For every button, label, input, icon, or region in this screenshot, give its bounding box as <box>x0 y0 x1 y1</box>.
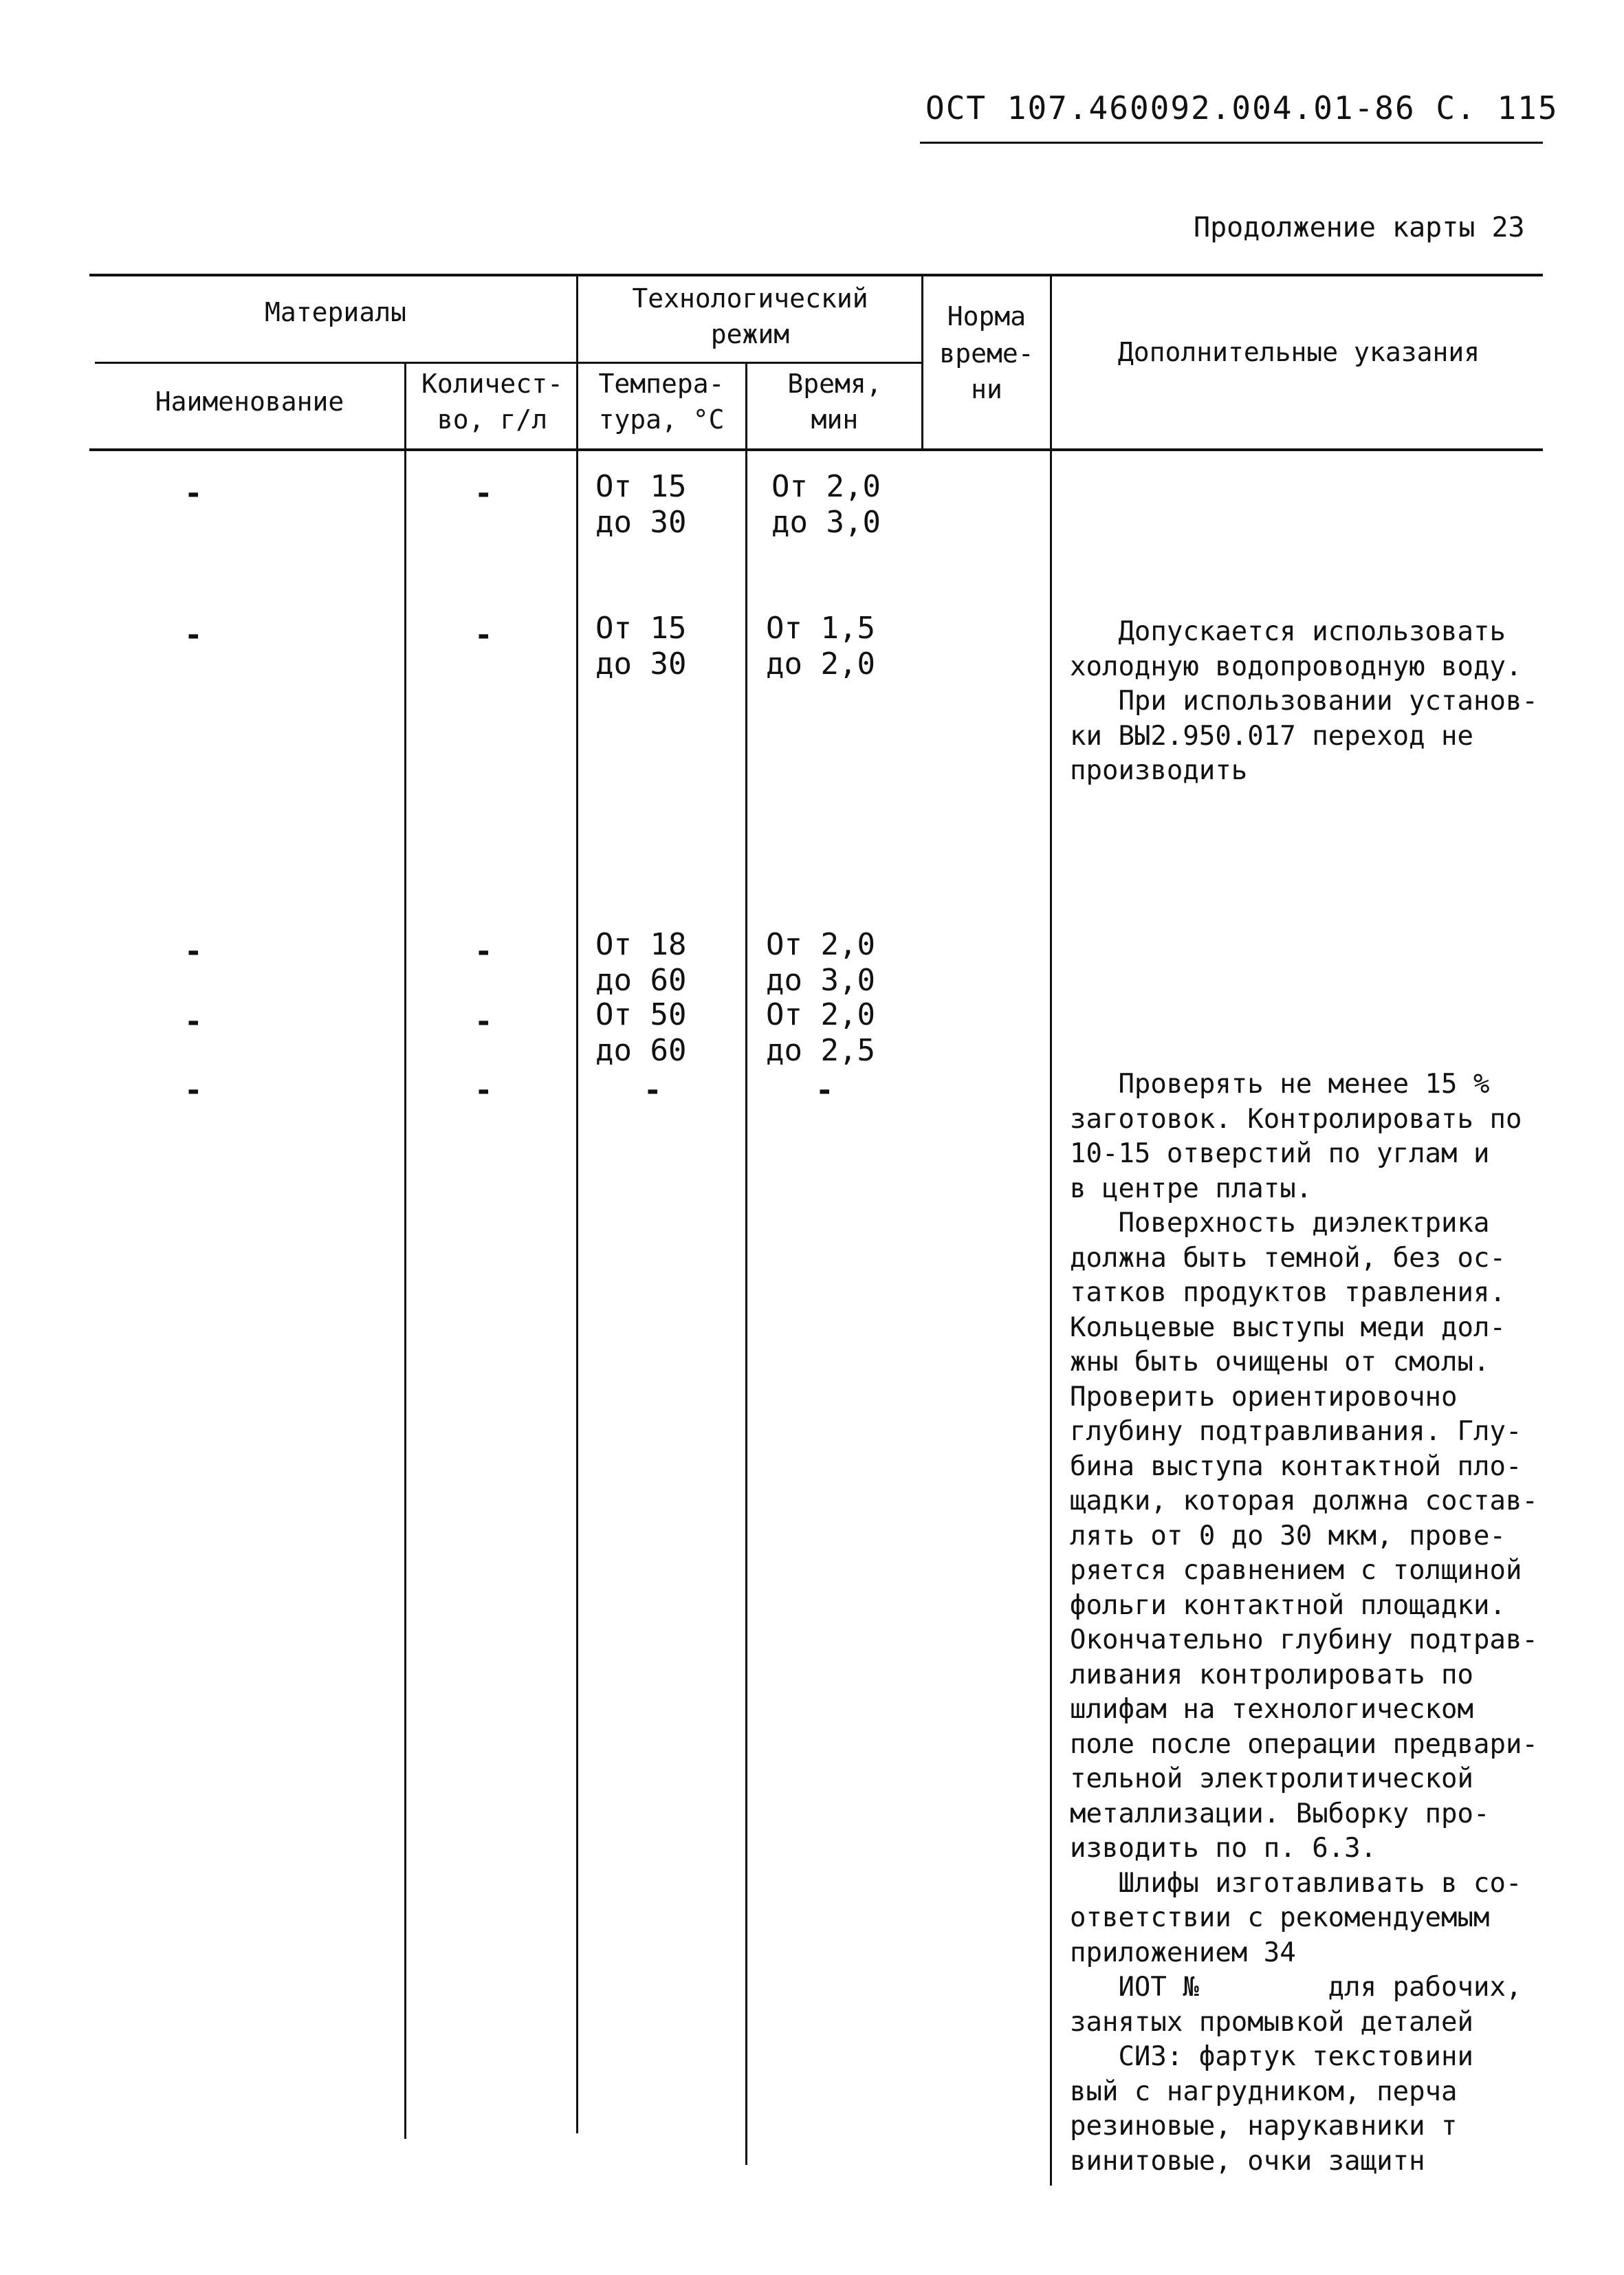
header-quantity-line2: во, г/л <box>437 404 548 435</box>
row3-name: - <box>184 934 203 969</box>
table-top-rule <box>89 274 1543 276</box>
row5-time: - <box>815 1073 834 1108</box>
row4-quantity: - <box>474 1004 493 1039</box>
header-additional: Дополнительные указания <box>1117 337 1480 367</box>
row1-time: От 2,0 до 3,0 <box>771 469 881 540</box>
row2-temperature: От 15 до 30 <box>595 611 687 682</box>
header-materials: Материалы <box>265 297 406 327</box>
row3-time: От 2,0 до 3,0 <box>766 927 875 998</box>
row1-name: - <box>184 476 203 511</box>
row2-note: Допускается использовать холодную водопроводную воду. При использовании установ- ки ВЫ2.950.017 переход не производить <box>1070 616 1538 786</box>
row5-name: - <box>184 1073 203 1108</box>
row4-temperature: От 50 до 60 <box>595 997 687 1068</box>
header-time-line2: мин <box>811 404 859 435</box>
row1-quantity: - <box>474 476 493 511</box>
row1-temperature: От 15 до 30 <box>595 469 687 540</box>
header-quantity-line1: Количест- <box>421 369 563 399</box>
row2-time: От 1,5 до 2,0 <box>766 611 875 682</box>
header-tech-mode-line1: Технологический <box>632 283 868 314</box>
header-norm-line1: Норма <box>947 301 1027 331</box>
header-time-line1: Время, <box>787 369 882 399</box>
row4-name: - <box>184 1004 203 1039</box>
row3-temperature: От 18 до 60 <box>595 927 687 998</box>
column-divider-norm <box>1050 275 1052 2186</box>
header-norm-line2: време- <box>939 338 1034 369</box>
row4-time: От 2,0 до 2,5 <box>766 997 875 1068</box>
continuation-label: Продолжение карты 23 <box>1194 212 1525 243</box>
column-divider-quantity <box>576 275 578 2133</box>
standard-code: ОСТ 107.460092.004.01-86 С. 115 <box>925 89 1559 127</box>
header-temperature-line1: Темпера- <box>598 369 725 399</box>
row5-temperature: - <box>644 1073 662 1108</box>
row5-note: Проверять не менее 15 % заготовок. Контролировать по 10-15 отверстий по углам и в центре платы. Поверхность диэлектрика должна быть темной, без ос- татков продуктов травления. Кольцевые выступы меди дол- жны быть очищены от смолы. Проверить ориентировочно глубину подтравливания. Глу- бина выступа контактной пло- щадки, которая должна состав- лять от 0 до 30 мкм, прове- ряется сравнением с толщиной фольги контактной площадки. Окончательно глубину подтрав- ливания контролировать по шлифам на технологическом поле после операции предвари- тельной электролитической металлизации. Выборку про- изводить по п. 6.3. Шлифы изготавливать в со- ответствии с рекомендуемым приложением 34 ИОТ № для рабочих, занятых промывкой деталей СИЗ: фартук текстовини вый с нагрудником, перча резиновые, нарукавники т винитовые, очки защитн <box>1070 1069 1538 2177</box>
column-divider-name <box>404 363 406 2139</box>
header-name: Наименование <box>155 387 344 417</box>
row3-quantity: - <box>474 934 493 969</box>
column-divider-time <box>921 275 923 450</box>
header-bottom-rule <box>89 448 1543 451</box>
header-temperature-line2: тура, °С <box>598 404 725 435</box>
header-tech-mode-line2: режим <box>710 319 790 349</box>
header-underline <box>920 142 1543 144</box>
column-divider-temperature <box>745 363 747 2165</box>
row2-name: - <box>184 618 203 653</box>
header-mid-rule <box>95 362 923 364</box>
row2-quantity: - <box>474 618 493 653</box>
row5-quantity: - <box>474 1073 493 1108</box>
header-norm-line3: ни <box>971 374 1002 404</box>
